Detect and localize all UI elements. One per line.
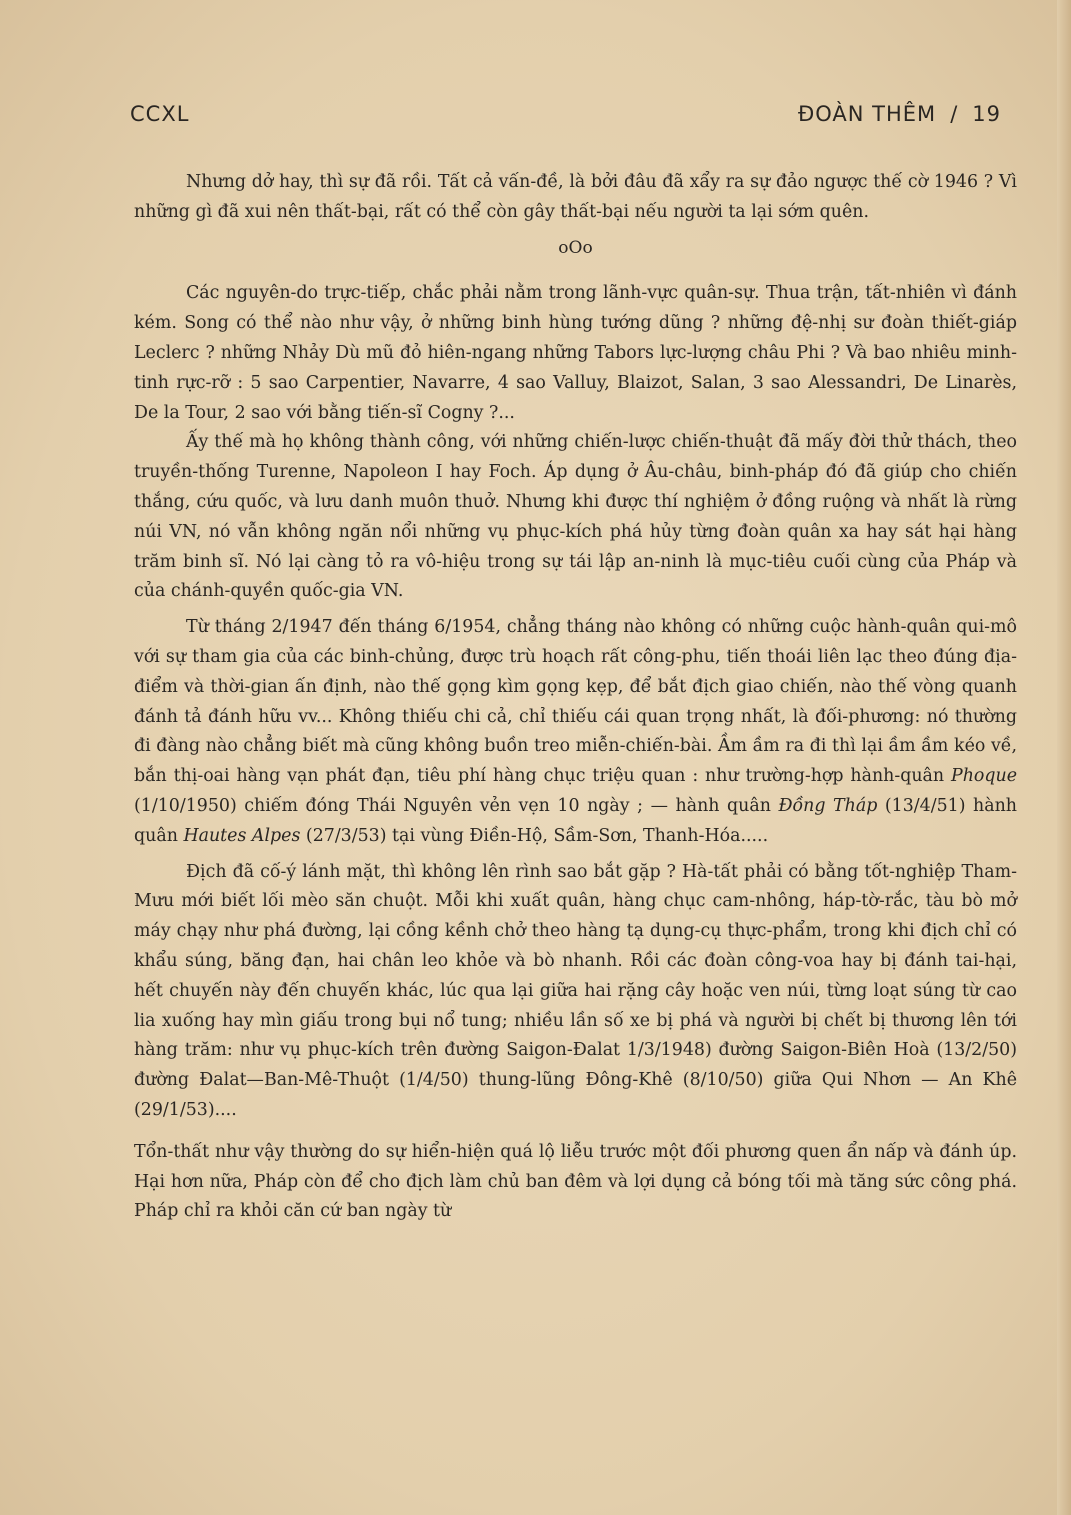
paragraph: Tổn-thất như vậy thường do sự hiển-hiện quá lộ liễu trước một đối phương quen ẩn nấp và đánh úp. Hại hơn nữa, Pháp còn để cho địch làm chủ ban đêm và lợi dụng cả bóng tối mà tăng sức công phá. Pháp chỉ ra khỏi căn cứ ban ngày từ (134, 1141, 1017, 1222)
section-separator: oOo (558, 237, 593, 258)
paragraph: Địch đã cố-ý lánh mặt, thì không lên rình sao bắt gặp ? Hà-tất phải có bằng tốt-nghiệp Tham-Mưu mới biết lối mèo săn chuột. Mỗi khi xuất quân, hàng chục cam-nhông, háp-tờ-rắc, tàu bò mở máy chạy như phá đường, lại cồng kềnh chở theo hàng tạ dụng-cụ thực-phẩm, trong khi địch chỉ có khẩu súng, băng đạn, hai chân leo khỏe và bò nhanh. Rồi các đoàn công-voa hay bị đánh tai-hại, hết chuyến này đến chuyến khác, lúc qua lại giữa hai rặng cây hoặc ven núi, từng loạt súng từ cao lia xuống hay mìn giấu trong bụi nổ tung; nhiều lần số xe bị phá và người bị chết bị thương lên tới hàng trăm: như vụ phục-kích trên đường Saigon-Đalat 1/3/1948) đường Saigon-Biên Hoà (13/2/50) đường Đalat—Ban-Mê-Thuột (1/4/50) thung-lũng Đông-Khê (8/10/50) giữa Qui Nhơn — An Khê (29/1/53).... (134, 861, 1017, 1120)
paragraph (134, 613, 1017, 851)
paragraph-text: (13/4/51) hành quân (134, 795, 1017, 846)
paragraph-text: Từ tháng 2/1947 đến tháng 6/1954, chẳng tháng nào không có những cuộc hành-quân qui-mô với sự tham gia của các binh-chủng, được trù hoạch rất công-phu, tiến thoái liên lạc theo đúng địa-điểm và thời-gian ấn định, nào thế gọng kìm gọng kẹp, để bắt địch giao chiến, nào thế vòng quanh đánh tả đánh hữu vv... Không thiếu chi cả, chỉ thiếu cái quan trọng nhất, là đối-phương: nó thường đi đàng nào chẳng biết mà cũng không buồn treo miễn-chiến-bài. Ầm ầm ra đi thì lại ầm ầm kéo về, bắn thị-oai hàng vạn phát đạn, tiêu phí hàng chục triệu quan : như trường-hợp hành-quân (134, 617, 1017, 787)
paragraph: Nhưng dở hay, thì sự đã rồi. Tất cả vấn-đề, là bởi đâu đã xẩy ra sự đảo ngược thế cờ 1946 ? Vì những gì đã xui nên thất-bại, rất có thể còn gây thất-bại nếu người ta lại sớm quên. (134, 172, 1017, 222)
page-edge (1057, 0, 1071, 1515)
paragraph-text: (27/3/53) tại vùng Điền-Hộ, Sầm-Sơn, Thanh-Hóa..... (300, 825, 769, 846)
operation-name: Đồng Tháp (778, 795, 878, 816)
author-and-page (798, 102, 1001, 126)
page-number: 19 (972, 102, 1001, 126)
body-text (134, 168, 1017, 1227)
paragraph: Ấy thế mà họ không thành công, với những chiến-lược chiến-thuật đã mấy đời thử thách, theo truyền-thống Turenne, Napoleon I hay Foch. Áp dụng ở Âu-châu, binh-pháp đó đã giúp cho chiến thắng, cứu quốc, và lưu danh muôn thuở. Nhưng khi được thí nghiệm ở đồng ruộng và nhất là rừng núi VN, nó vẫn không ngăn nổi những vụ phục-kích phá hủy từng đoàn quân xa hay sát hại hàng trăm binh sĩ. Nó lại càng tỏ ra vô-hiệu trong sự tái lập an-ninh là mục-tiêu cuối cùng của Pháp và của chánh-quyền quốc-gia VN. (134, 432, 1017, 602)
operation-name: Hautes Alpes (183, 825, 301, 846)
section-code: CCXL (130, 102, 190, 126)
author-name: ĐOÀN THÊM (797, 102, 937, 126)
operation-name: Phoque (951, 766, 1017, 787)
paragraph: Các nguyên-do trực-tiếp, chắc phải nằm trong lãnh-vực quân-sự. Thua trận, tất-nhiên vì đánh kém. Song có thể nào như vậy, ở những binh hùng tướng dũng ? những đệ-nhị sư đoàn thiết-giáp Leclerc ? những Nhảy Dù mũ đỏ hiên-ngang những Tabors lực-lượng châu Phi ? Và bao nhiêu minh-tinh rực-rỡ : 5 sao Carpentier, Navarre, 4 sao Valluy, Blaizot, Salan, 3 sao Alessandri, De Linarès, De la Tour, 2 sao với bằng tiến-sĩ Cogny ?... (134, 283, 1017, 423)
running-header (130, 102, 1001, 132)
header-separator: / (950, 102, 959, 126)
paragraph-text: (1/10/1950) chiếm đóng Thái Nguyên vẻn vẹn 10 ngày ; — hành quân (134, 795, 779, 816)
